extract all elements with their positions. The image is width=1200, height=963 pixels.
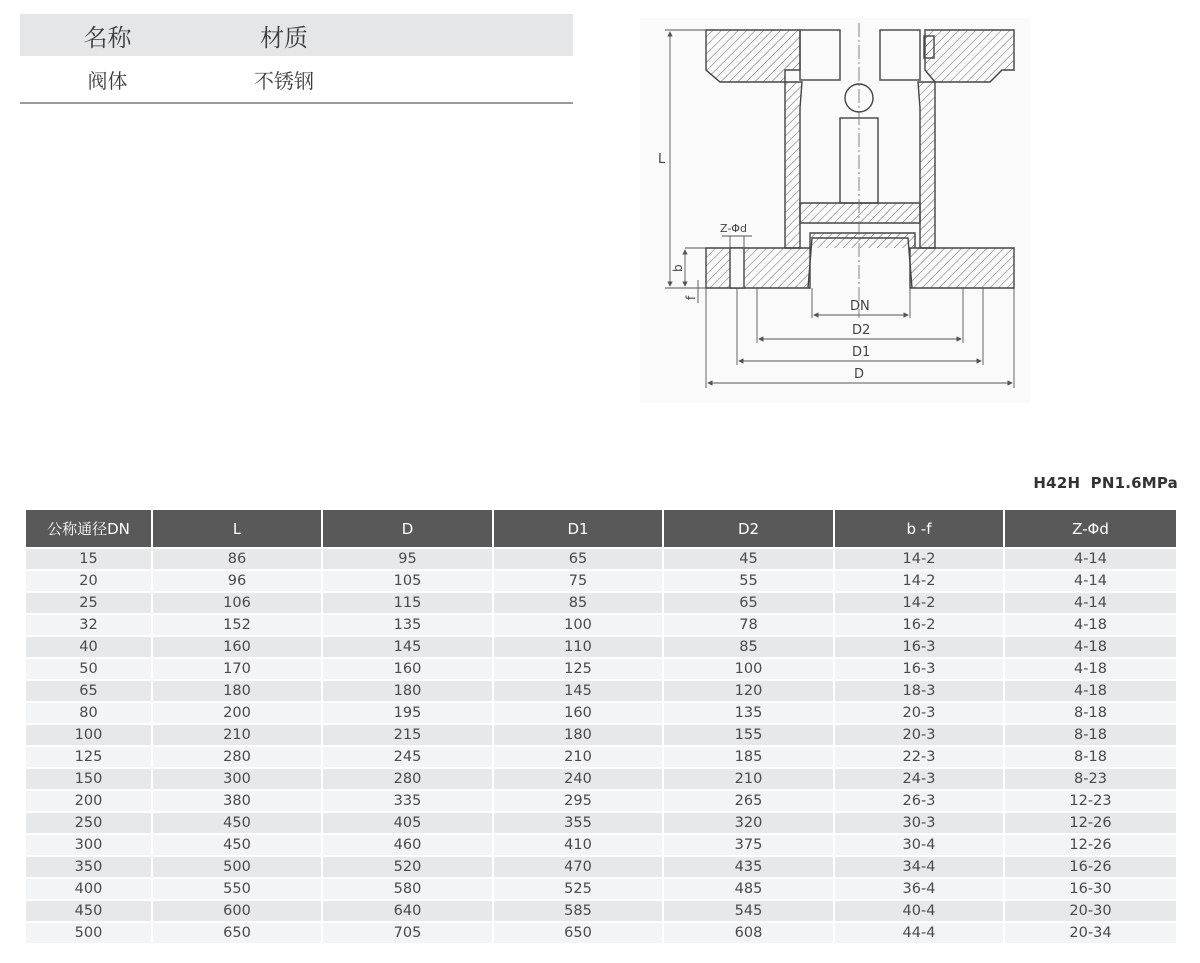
table-cell: 545 [664,899,835,921]
table-row [26,591,1176,613]
table-cell: 8-18 [1005,745,1176,767]
table-cell: 4-18 [1005,657,1176,679]
header-b-f: b -f [835,510,1005,547]
table-row [26,701,1176,723]
table-cell: 580 [323,877,494,899]
table-cell: 705 [323,921,494,943]
table-row [26,877,1176,899]
table-cell: 85 [494,591,664,613]
table-cell: 300 [26,833,153,855]
part-material: 不锈钢 [254,68,314,93]
table-cell: 180 [153,679,323,701]
table-cell: 4-18 [1005,679,1176,701]
table-cell: 160 [494,701,664,723]
table-row [26,921,1176,943]
table-cell: 20-34 [1005,921,1176,943]
table-cell: 295 [494,789,664,811]
table-cell: 380 [153,789,323,811]
table-cell: 80 [26,701,153,723]
table-cell: 210 [494,745,664,767]
table-cell: 335 [323,789,494,811]
table-cell: 280 [323,767,494,789]
table-cell: 160 [323,657,494,679]
table-cell: 210 [664,767,835,789]
table-cell: 100 [494,613,664,635]
table-cell: 550 [153,877,323,899]
table-cell: 450 [26,899,153,921]
table-cell: 460 [323,833,494,855]
label-d1: D1 [852,345,871,360]
label-d: D [854,367,865,382]
table-cell: 85 [664,635,835,657]
table-cell: 40 [26,635,153,657]
table-cell: 20-30 [1005,899,1176,921]
table-row [26,547,1176,569]
table-cell: 355 [494,811,664,833]
table-row [26,899,1176,921]
table-cell: 145 [494,679,664,701]
table-cell: 24-3 [835,767,1005,789]
table-cell: 125 [26,745,153,767]
spec-table-body [26,547,1176,943]
table-cell: 640 [323,899,494,921]
table-cell: 240 [494,767,664,789]
header-d1: D1 [494,510,664,547]
table-cell: 4-14 [1005,569,1176,591]
label-z-phid: Z-Φd [720,222,747,235]
table-cell: 4-14 [1005,547,1176,569]
table-cell: 180 [323,679,494,701]
table-row [26,723,1176,745]
table-cell: 180 [494,723,664,745]
header-z-phid: Z-Φd [1005,510,1176,547]
part-name: 阀体 [87,68,128,93]
table-row [26,613,1176,635]
table-cell: 100 [664,657,835,679]
label-d2: D2 [852,323,871,338]
table-cell: 106 [153,591,323,613]
table-cell: 14-2 [835,569,1005,591]
table-cell: 15 [26,547,153,569]
table-cell: 265 [664,789,835,811]
table-cell: 280 [153,745,323,767]
table-cell: 55 [664,569,835,591]
label-b: b [671,264,685,272]
table-cell: 16-3 [835,635,1005,657]
table-row [26,679,1176,701]
table-cell: 600 [153,899,323,921]
table-cell: 8-23 [1005,767,1176,789]
table-cell: 155 [664,723,835,745]
table-cell: 65 [494,547,664,569]
table-cell: 200 [26,789,153,811]
table-cell: 45 [664,547,835,569]
table-cell: 20-3 [835,701,1005,723]
table-cell: 12-23 [1005,789,1176,811]
table-row [26,855,1176,877]
table-cell: 105 [323,569,494,591]
table-cell: 4-14 [1005,591,1176,613]
table-cell: 135 [323,613,494,635]
table-cell: 65 [26,679,153,701]
table-cell: 14-2 [835,591,1005,613]
header-l: L [153,510,323,547]
table-cell: 160 [153,635,323,657]
table-cell: 435 [664,855,835,877]
table-cell: 375 [664,833,835,855]
table-cell: 16-2 [835,613,1005,635]
table-cell: 14-2 [835,547,1005,569]
table-cell: 16-3 [835,657,1005,679]
table-cell: 22-3 [835,745,1005,767]
table-cell: 30-3 [835,811,1005,833]
table-cell: 4-18 [1005,635,1176,657]
table-cell: 320 [664,811,835,833]
material-table [20,14,573,104]
spec-table-header [26,510,1176,547]
table-cell: 16-26 [1005,855,1176,877]
table-cell: 96 [153,569,323,591]
table-cell: 350 [26,855,153,877]
table-cell: 110 [494,635,664,657]
header-dn: 公称通径DN [26,510,153,547]
table-cell: 210 [153,723,323,745]
table-cell: 120 [664,679,835,701]
header-d: D [323,510,494,547]
table-cell: 608 [664,921,835,943]
table-cell: 25 [26,591,153,613]
table-cell: 32 [26,613,153,635]
table-cell: 50 [26,657,153,679]
table-cell: 525 [494,877,664,899]
table-cell: 585 [494,899,664,921]
table-cell: 20-3 [835,723,1005,745]
table-cell: 500 [153,855,323,877]
table-cell: 150 [26,767,153,789]
table-cell: 185 [664,745,835,767]
table-cell: 20 [26,569,153,591]
table-cell: 95 [323,547,494,569]
table-cell: 405 [323,811,494,833]
table-cell: 200 [153,701,323,723]
table-row [26,789,1176,811]
label-f: f [684,295,698,300]
table-cell: 650 [494,921,664,943]
table-cell: 195 [323,701,494,723]
table-cell: 12-26 [1005,833,1176,855]
table-cell: 650 [153,921,323,943]
material-table-header [20,14,573,56]
spec-table [26,510,1176,943]
table-cell: 86 [153,547,323,569]
table-cell: 485 [664,877,835,899]
table-cell: 36-4 [835,877,1005,899]
table-cell: 500 [26,921,153,943]
table-cell: 16-30 [1005,877,1176,899]
table-cell: 78 [664,613,835,635]
table-cell: 520 [323,855,494,877]
table-cell: 18-3 [835,679,1005,701]
table-row [26,569,1176,591]
table-cell: 125 [494,657,664,679]
table-cell: 450 [153,833,323,855]
table-cell: 100 [26,723,153,745]
table-cell: 4-18 [1005,613,1176,635]
table-cell: 40-4 [835,899,1005,921]
table-cell: 470 [494,855,664,877]
table-cell: 152 [153,613,323,635]
table-cell: 115 [323,591,494,613]
table-cell: 75 [494,569,664,591]
table-cell: 250 [26,811,153,833]
table-cell: 145 [323,635,494,657]
model-label: H42H PN1.6MPa [1033,474,1178,492]
table-cell: 8-18 [1005,723,1176,745]
table-cell: 170 [153,657,323,679]
table-row [26,635,1176,657]
table-cell: 12-26 [1005,811,1176,833]
material-row [20,56,573,104]
table-row [26,745,1176,767]
table-cell: 450 [153,811,323,833]
table-row [26,833,1176,855]
label-dn: DN [850,299,870,314]
table-cell: 245 [323,745,494,767]
valve-cross-section-drawing [640,18,1030,403]
header-name: 名称 [83,23,132,52]
table-cell: 8-18 [1005,701,1176,723]
table-cell: 26-3 [835,789,1005,811]
table-row [26,811,1176,833]
table-row [26,657,1176,679]
table-cell: 34-4 [835,855,1005,877]
table-cell: 135 [664,701,835,723]
table-row [26,767,1176,789]
table-cell: 300 [153,767,323,789]
table-cell: 410 [494,833,664,855]
table-cell: 65 [664,591,835,613]
table-cell: 30-4 [835,833,1005,855]
table-cell: 400 [26,877,153,899]
label-L: L [658,152,666,167]
header-material: 材质 [260,23,308,52]
header-d2: D2 [664,510,835,547]
table-cell: 44-4 [835,921,1005,943]
table-cell: 215 [323,723,494,745]
